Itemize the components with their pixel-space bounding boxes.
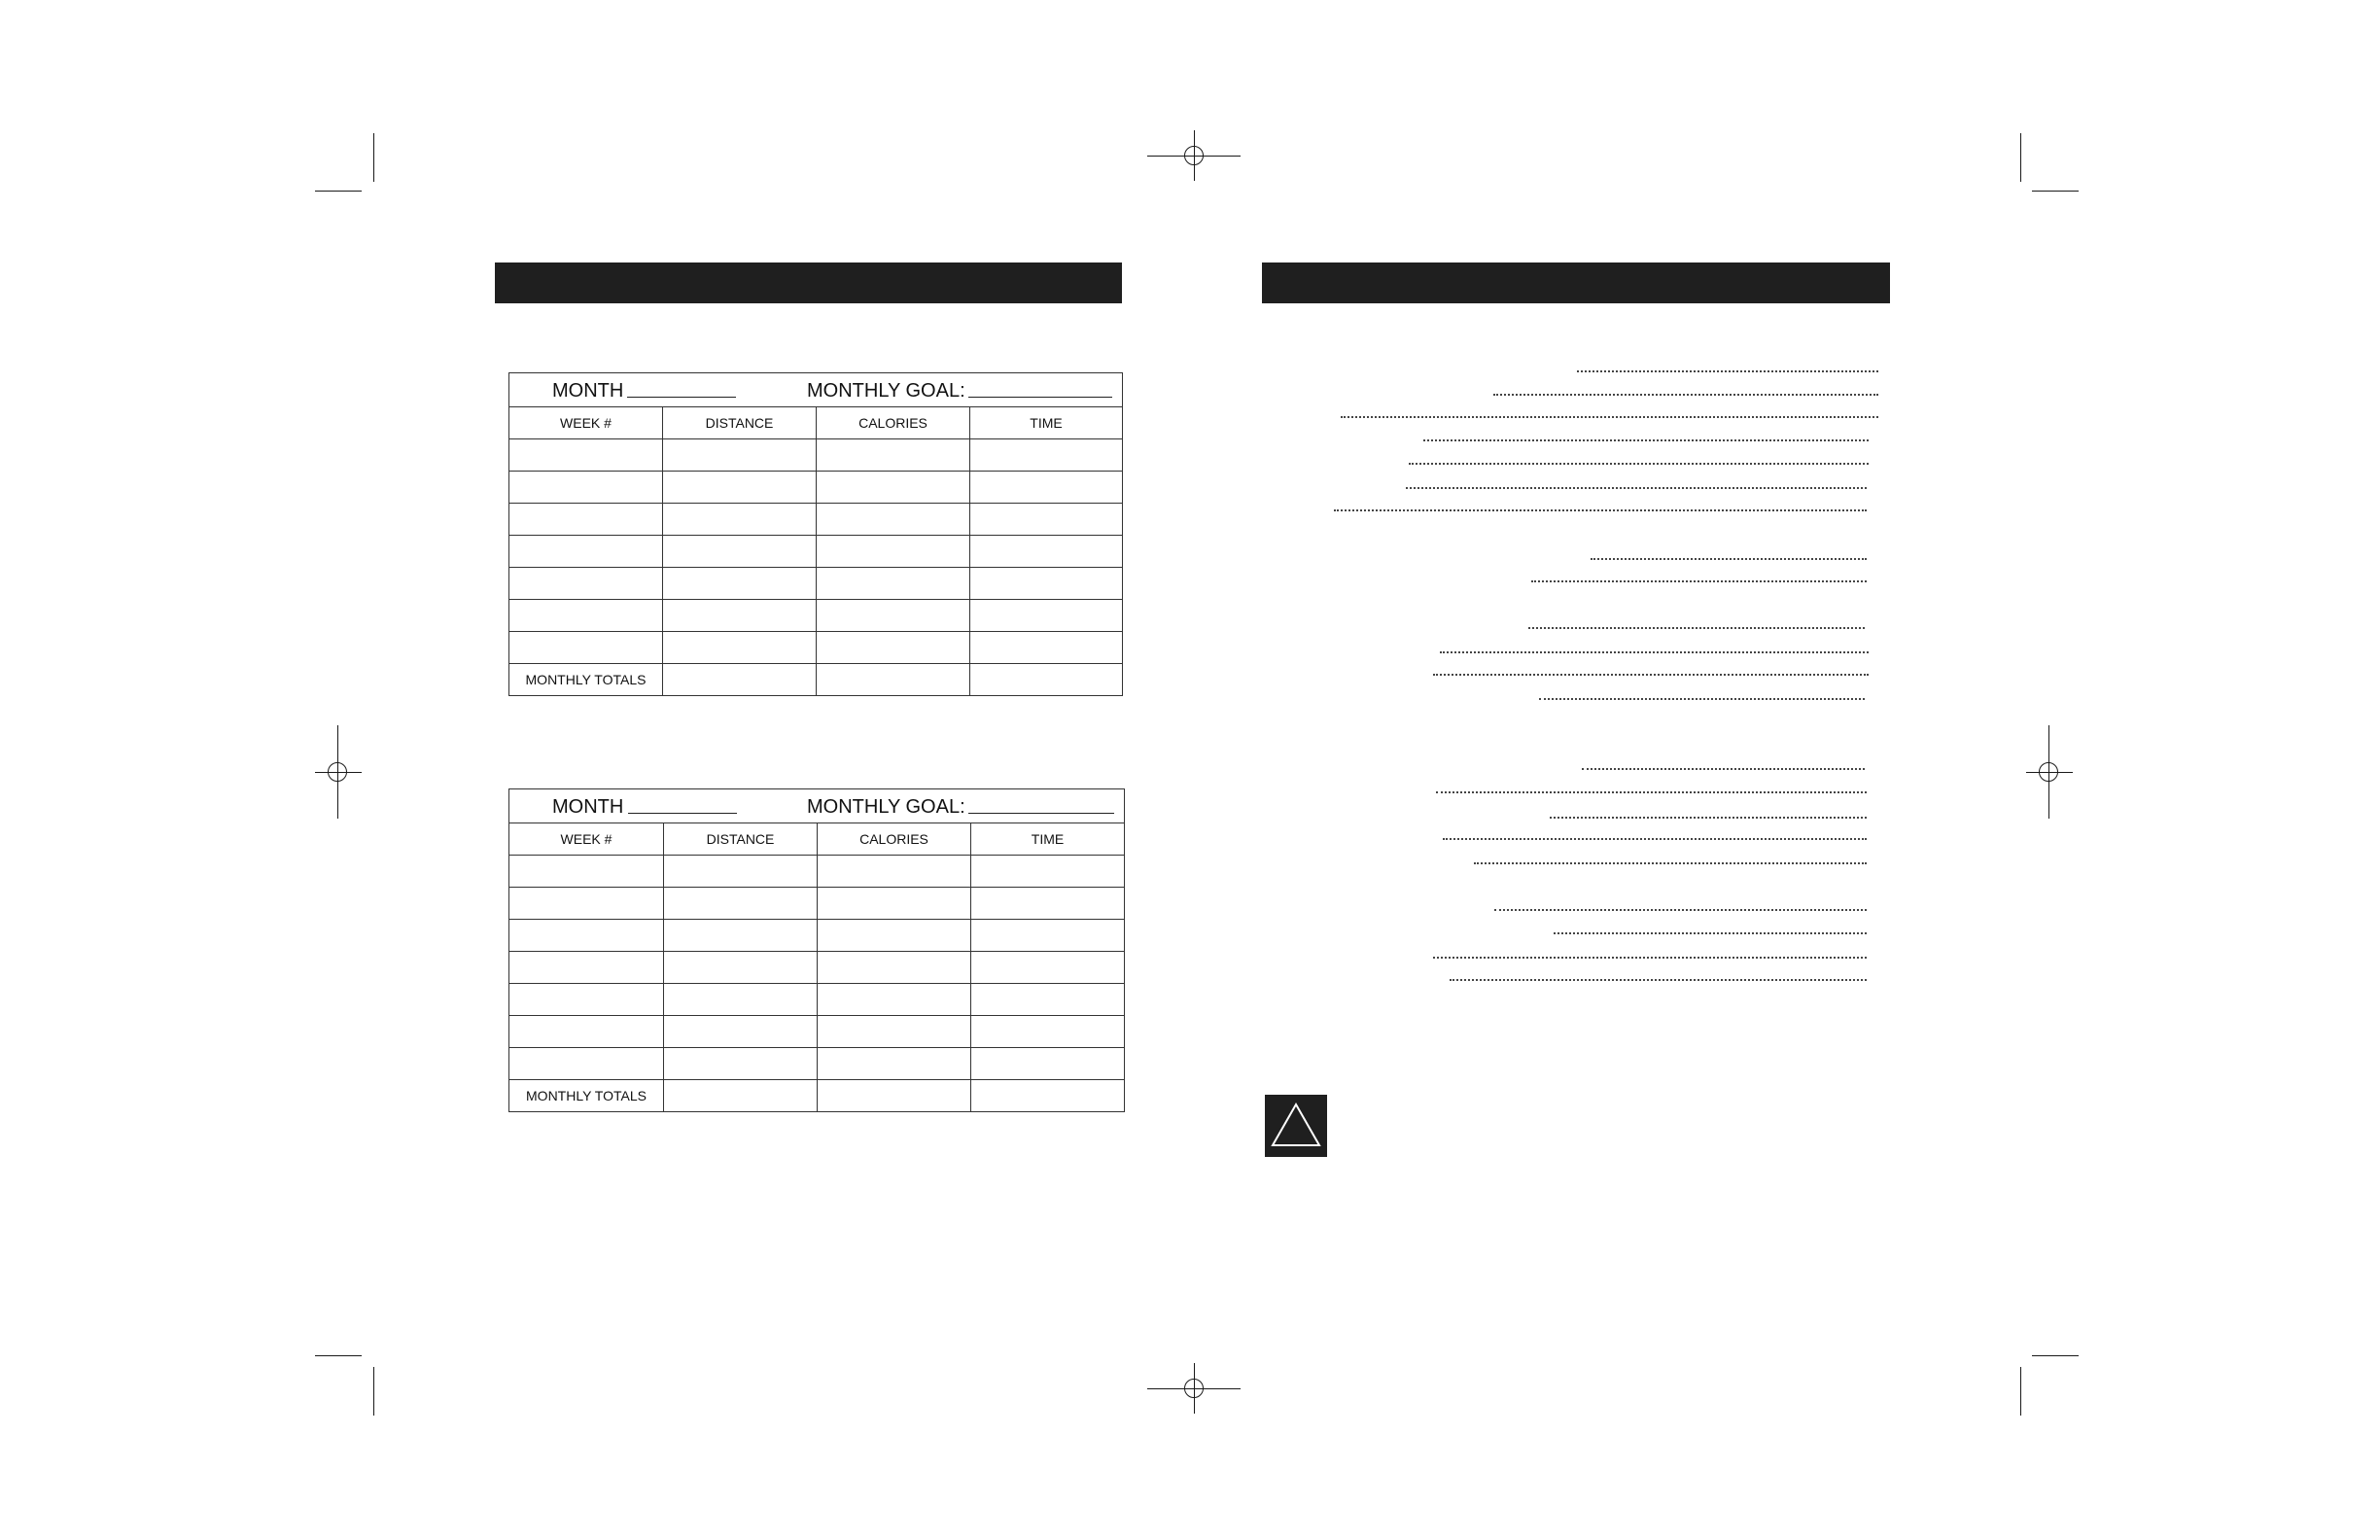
table-cell[interactable] xyxy=(818,952,971,984)
dotted-leader xyxy=(1531,580,1867,582)
dotted-leader xyxy=(1494,909,1867,911)
monthly-totals-label: MONTHLY TOTALS xyxy=(509,664,663,696)
table-row xyxy=(509,600,1123,632)
table-cell[interactable] xyxy=(817,472,970,504)
table-row xyxy=(509,1016,1125,1048)
table-cell[interactable] xyxy=(509,856,664,888)
dotted-leader xyxy=(1554,932,1867,934)
table-row xyxy=(509,888,1125,920)
table-cell[interactable] xyxy=(663,600,817,632)
column-header: CALORIES xyxy=(817,407,970,439)
table-cell[interactable] xyxy=(971,856,1125,888)
table-cell[interactable] xyxy=(663,504,817,536)
monthly-goal-label: MONTHLY GOAL: xyxy=(807,796,965,818)
dotted-leader xyxy=(1450,979,1867,981)
column-header: TIME xyxy=(971,823,1125,856)
table-cell[interactable] xyxy=(970,536,1123,568)
dotted-leader xyxy=(1341,416,1878,418)
table-row xyxy=(509,920,1125,952)
dotted-leader xyxy=(1539,698,1865,700)
table-cell[interactable] xyxy=(970,439,1123,472)
table-cell[interactable] xyxy=(970,472,1123,504)
crop-mark xyxy=(315,1355,362,1356)
table-cell[interactable] xyxy=(663,632,817,664)
dotted-leader xyxy=(1577,370,1878,372)
table-row xyxy=(509,856,1125,888)
crop-mark xyxy=(2020,133,2021,182)
table-cell[interactable] xyxy=(663,664,817,696)
dotted-leader xyxy=(1591,558,1867,560)
table-cell[interactable] xyxy=(818,984,971,1016)
table-cell[interactable] xyxy=(664,1080,818,1112)
table-cell[interactable] xyxy=(509,984,664,1016)
table-cell[interactable] xyxy=(664,952,818,984)
table-row xyxy=(509,536,1123,568)
table-cell[interactable] xyxy=(971,1016,1125,1048)
dotted-leader xyxy=(1433,674,1869,676)
crop-mark xyxy=(373,1367,374,1416)
table-cell[interactable] xyxy=(817,439,970,472)
column-header: DISTANCE xyxy=(663,407,817,439)
monthly-totals-row xyxy=(509,1080,1125,1112)
table-cell[interactable] xyxy=(663,472,817,504)
column-header: WEEK # xyxy=(509,823,664,856)
table-cell[interactable] xyxy=(509,536,663,568)
table-cell[interactable] xyxy=(817,664,970,696)
dotted-leader xyxy=(1334,509,1867,511)
dotted-leader xyxy=(1474,862,1867,864)
table-row xyxy=(509,568,1123,600)
table-cell[interactable] xyxy=(664,1016,818,1048)
crop-mark xyxy=(2020,1367,2021,1416)
table-header-row xyxy=(509,823,1125,856)
table-cell[interactable] xyxy=(817,536,970,568)
table-cell[interactable] xyxy=(971,984,1125,1016)
table-cell[interactable] xyxy=(664,920,818,952)
table-cell[interactable] xyxy=(663,439,817,472)
table-row xyxy=(509,984,1125,1016)
monthly-totals-row xyxy=(509,664,1123,696)
goal-blank-line xyxy=(968,397,1112,398)
table-cell[interactable] xyxy=(818,1016,971,1048)
dotted-leader xyxy=(1409,463,1869,465)
table-cell[interactable] xyxy=(509,472,663,504)
left-page-header-bar xyxy=(495,262,1122,303)
dotted-leader xyxy=(1550,817,1867,819)
monthly-log-table xyxy=(508,372,1123,696)
month-label: MONTH xyxy=(552,380,624,402)
table-cell[interactable] xyxy=(971,888,1125,920)
table-header-row xyxy=(509,407,1123,439)
table-cell[interactable] xyxy=(970,664,1123,696)
crop-mark xyxy=(315,191,362,192)
table-cell[interactable] xyxy=(664,1048,818,1080)
dotted-leader xyxy=(1493,394,1878,396)
table-cell[interactable] xyxy=(818,856,971,888)
column-header: TIME xyxy=(970,407,1123,439)
table-cell[interactable] xyxy=(971,1048,1125,1080)
crop-mark xyxy=(2032,191,2079,192)
crop-mark xyxy=(2032,1355,2079,1356)
table-cell[interactable] xyxy=(664,856,818,888)
monthly-goal-label: MONTHLY GOAL: xyxy=(807,380,965,402)
table-cell[interactable] xyxy=(509,600,663,632)
table-cell[interactable] xyxy=(663,536,817,568)
goal-blank-line xyxy=(968,813,1114,814)
table-row xyxy=(509,632,1123,664)
column-header: WEEK # xyxy=(509,407,663,439)
month-blank-line xyxy=(627,397,736,398)
table-cell[interactable] xyxy=(509,920,664,952)
table-row xyxy=(509,439,1123,472)
table-cell[interactable] xyxy=(818,888,971,920)
table-row xyxy=(509,1048,1125,1080)
crop-mark xyxy=(373,133,374,182)
table-cell[interactable] xyxy=(509,1016,664,1048)
monthly-totals-label: MONTHLY TOTALS xyxy=(509,1080,664,1112)
table-cell[interactable] xyxy=(509,1048,664,1080)
column-header: DISTANCE xyxy=(664,823,818,856)
dotted-leader xyxy=(1423,439,1869,441)
table-cell[interactable] xyxy=(509,632,663,664)
column-header: CALORIES xyxy=(818,823,971,856)
table-cell[interactable] xyxy=(970,600,1123,632)
month-goal-row xyxy=(509,789,1125,823)
table-cell[interactable] xyxy=(509,568,663,600)
table-cell[interactable] xyxy=(509,439,663,472)
table-cell[interactable] xyxy=(970,632,1123,664)
table-cell[interactable] xyxy=(970,568,1123,600)
warning-triangle-icon xyxy=(1265,1095,1327,1157)
table-cell[interactable] xyxy=(817,600,970,632)
table-row xyxy=(509,952,1125,984)
table-cell[interactable] xyxy=(818,1048,971,1080)
dotted-leader xyxy=(1433,957,1867,959)
table-cell[interactable] xyxy=(970,504,1123,536)
month-label: MONTH xyxy=(552,796,624,818)
table-cell[interactable] xyxy=(509,504,663,536)
dotted-leader xyxy=(1436,791,1867,793)
dotted-leader xyxy=(1528,627,1865,629)
dotted-leader xyxy=(1406,487,1867,489)
table-row xyxy=(509,472,1123,504)
month-goal-row xyxy=(509,373,1123,407)
table-cell[interactable] xyxy=(664,984,818,1016)
table-cell[interactable] xyxy=(664,888,818,920)
table-cell[interactable] xyxy=(817,504,970,536)
table-cell[interactable] xyxy=(663,568,817,600)
dotted-leader xyxy=(1582,768,1865,770)
table-cell[interactable] xyxy=(971,1080,1125,1112)
month-blank-line xyxy=(628,813,737,814)
table-cell[interactable] xyxy=(817,632,970,664)
table-cell[interactable] xyxy=(818,1080,971,1112)
dotted-leader xyxy=(1440,651,1869,653)
table-cell[interactable] xyxy=(971,952,1125,984)
table-cell[interactable] xyxy=(509,952,664,984)
table-cell[interactable] xyxy=(817,568,970,600)
dotted-leader xyxy=(1443,838,1867,840)
table-cell[interactable] xyxy=(509,888,664,920)
monthly-log-table xyxy=(508,788,1125,1112)
table-cell[interactable] xyxy=(818,920,971,952)
table-row xyxy=(509,504,1123,536)
right-page-header-bar xyxy=(1262,262,1890,303)
table-cell[interactable] xyxy=(971,920,1125,952)
